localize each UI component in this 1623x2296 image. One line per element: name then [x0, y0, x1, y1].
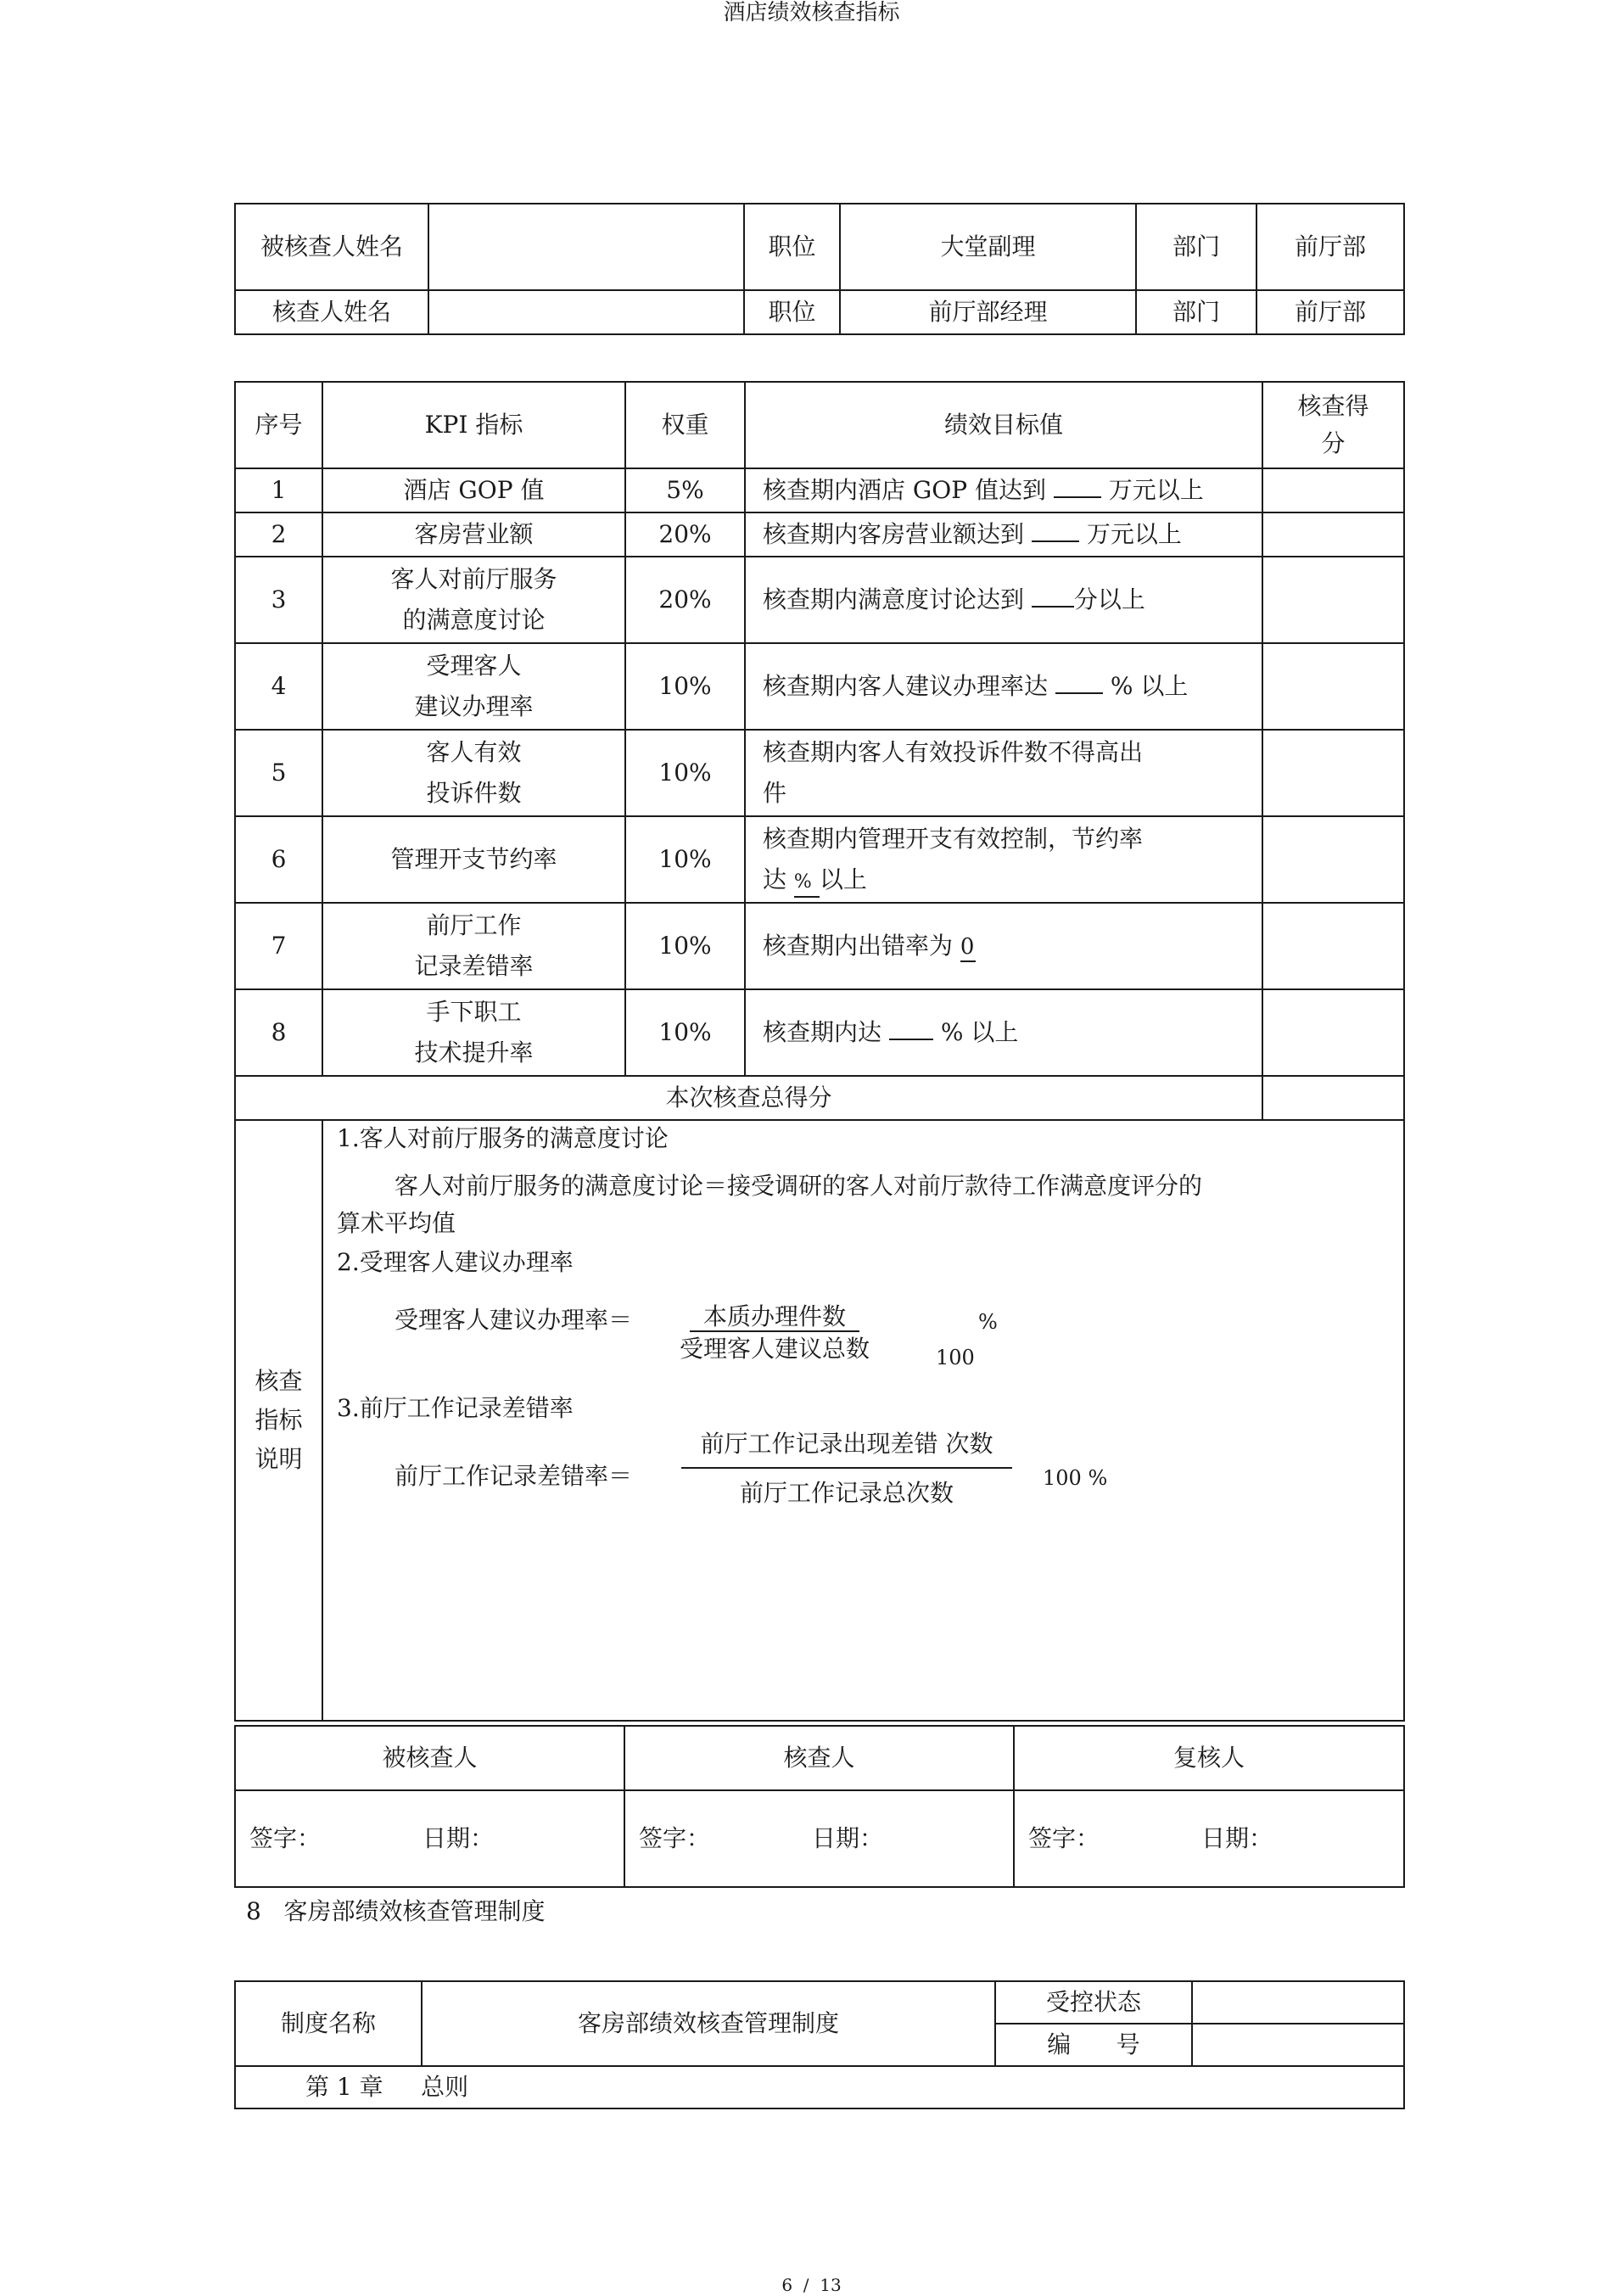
- section2-title: 2.受理客人建议办理率: [337, 1248, 574, 1276]
- section2-numerator: 本质办理件数: [702, 1302, 846, 1330]
- kpi-score[interactable]: [1262, 557, 1404, 643]
- assessor-dept-label: 部门: [1136, 290, 1256, 334]
- kpi-target: 核查期内客房营业额达到 万元以上: [745, 512, 1262, 557]
- description-row: [235, 1120, 1404, 1721]
- policy-name-value: 客房部绩效核查管理制度: [422, 1981, 995, 2066]
- kpi-row: [235, 816, 1404, 903]
- kpi-row: [235, 468, 1404, 512]
- policy-number-value[interactable]: [1192, 2024, 1404, 2066]
- header-target: 绩效目标值: [745, 382, 1262, 468]
- kpi-no: 7: [235, 903, 322, 989]
- assessor-sign-cell[interactable]: 签字： 日期：: [624, 1790, 1014, 1887]
- section1-line1: 客人对前厅服务的满意度讨论＝接受调研的客人对前厅款待工作满意度评分的: [395, 1172, 1203, 1200]
- kpi-row: [235, 643, 1404, 730]
- section2-fraction-bar: [690, 1330, 859, 1332]
- section3-lhs: 前厅工作记录差错率＝: [395, 1462, 633, 1490]
- section2-percent: %: [978, 1310, 998, 1334]
- kpi-target: 核查期内客人建议办理率达 % 以上: [745, 643, 1262, 730]
- kpi-target: 核查期内酒店 GOP 值达到 万元以上: [745, 468, 1262, 512]
- kpi-score[interactable]: [1262, 512, 1404, 557]
- section3-denominator: 前厅工作记录总次数: [739, 1479, 954, 1507]
- total-score-value[interactable]: [1262, 1076, 1404, 1120]
- kpi-name: 管理开支节约率: [322, 816, 625, 903]
- assessee-name-value[interactable]: [428, 204, 744, 290]
- kpi-no: 8: [235, 989, 322, 1076]
- signature-table: [234, 1725, 1405, 1888]
- page-number: 6 / 13: [781, 2275, 842, 2295]
- control-status-value[interactable]: [1192, 1981, 1404, 2024]
- reviewer-sign-cell[interactable]: 签字： 日期：: [1014, 1790, 1404, 1887]
- kpi-weight: 10%: [625, 816, 745, 903]
- kpi-score[interactable]: [1262, 989, 1404, 1076]
- kpi-row: [235, 512, 1404, 557]
- description-label: 核查 指标 说明: [235, 1120, 322, 1721]
- kpi-no: 3: [235, 557, 322, 643]
- header-no: 序号: [235, 382, 322, 468]
- assessor-position-value: 前厅部经理: [840, 290, 1136, 334]
- header-score: 核查得分: [1262, 382, 1404, 468]
- kpi-row: [235, 989, 1404, 1076]
- kpi-weight: 20%: [625, 512, 745, 557]
- personnel-info-table: [234, 203, 1405, 335]
- kpi-weight: 10%: [625, 730, 745, 816]
- kpi-score[interactable]: [1262, 643, 1404, 730]
- total-score-label: 本次核查总得分: [235, 1076, 1262, 1120]
- kpi-no: 5: [235, 730, 322, 816]
- header-weight: 权重: [625, 382, 745, 468]
- assessee-dept-label: 部门: [1136, 204, 1256, 290]
- kpi-name: 客人对前厅服务 的满意度讨论: [322, 557, 625, 643]
- kpi-name: 酒店 GOP 值: [322, 468, 625, 512]
- kpi-table: [234, 381, 1405, 1722]
- kpi-name: 受理客人 建议办理率: [322, 643, 625, 730]
- kpi-score[interactable]: [1262, 730, 1404, 816]
- assessor-name-label: 核查人姓名: [235, 290, 428, 334]
- chapter-heading: 第 1 章 总则: [235, 2066, 1404, 2108]
- kpi-no: 2: [235, 512, 322, 557]
- section3-numerator: 前厅工作记录出现差错 次数: [700, 1430, 993, 1458]
- policy-number-label: 编 号: [995, 2024, 1192, 2066]
- kpi-header-row: [235, 382, 1404, 468]
- assessee-name-label: 被核查人姓名: [235, 204, 428, 290]
- assessee-dept-value: 前厅部: [1256, 204, 1404, 290]
- kpi-no: 1: [235, 468, 322, 512]
- page-header-title: 酒店绩效核查指标: [723, 0, 900, 25]
- header-kpi: KPI 指标: [322, 382, 625, 468]
- control-status-label: 受控状态: [995, 1981, 1192, 2024]
- kpi-score[interactable]: [1262, 903, 1404, 989]
- kpi-name: 手下职工 技术提升率: [322, 989, 625, 1076]
- assessee-sign-cell[interactable]: 签字： 日期：: [235, 1790, 624, 1887]
- reviewer-header: 复核人: [1014, 1726, 1404, 1790]
- kpi-weight: 10%: [625, 989, 745, 1076]
- section3-fraction-bar: [681, 1467, 1012, 1469]
- kpi-weight: 10%: [625, 903, 745, 989]
- kpi-target: 核查期内满意度讨论达到 分以上: [745, 557, 1262, 643]
- section3-title: 3.前厅工作记录差错率: [337, 1394, 574, 1422]
- kpi-score[interactable]: [1262, 468, 1404, 512]
- kpi-target: 核查期内出错率为 0: [745, 903, 1262, 989]
- description-content: [322, 1120, 1404, 1721]
- section2-lhs: 受理客人建议办理率＝: [395, 1306, 633, 1334]
- section2-hundred: 100: [936, 1346, 975, 1369]
- kpi-weight: 20%: [625, 557, 745, 643]
- kpi-name: 客人有效 投诉件数: [322, 730, 625, 816]
- kpi-weight: 5%: [625, 468, 745, 512]
- kpi-name: 客房营业额: [322, 512, 625, 557]
- kpi-row: [235, 730, 1404, 816]
- assessor-name-value[interactable]: [428, 290, 744, 334]
- assessee-position-value: 大堂副理: [840, 204, 1136, 290]
- kpi-score[interactable]: [1262, 816, 1404, 903]
- section3-hundred-percent: 100 %: [1043, 1466, 1108, 1490]
- section1-title: 1.客人对前厅服务的满意度讨论: [337, 1124, 669, 1152]
- kpi-name: 前厅工作 记录差错率: [322, 903, 625, 989]
- kpi-no: 6: [235, 816, 322, 903]
- assessor-position-label: 职位: [744, 290, 840, 334]
- policy-name-label: 制度名称: [235, 1981, 422, 2066]
- assessee-position-label: 职位: [744, 204, 840, 290]
- kpi-row: [235, 903, 1404, 989]
- assessor-header: 核查人: [624, 1726, 1014, 1790]
- policy-table: [234, 1980, 1405, 2109]
- kpi-row: [235, 557, 1404, 643]
- total-row: [235, 1076, 1404, 1120]
- section-heading: 8 客房部绩效核查管理制度: [246, 1897, 546, 1925]
- assessor-dept-value: 前厅部: [1256, 290, 1404, 334]
- section2-denominator: 受理客人建议总数: [679, 1335, 870, 1363]
- kpi-weight: 10%: [625, 643, 745, 730]
- section1-line2: 算术平均值: [337, 1209, 456, 1237]
- description-body: [323, 1121, 1403, 1720]
- kpi-no: 4: [235, 643, 322, 730]
- kpi-target: 核查期内管理开支有效控制，节约率 达 % 以上: [745, 816, 1262, 903]
- kpi-target: 核查期内达 % 以上: [745, 989, 1262, 1076]
- kpi-target: 核查期内客人有效投诉件数不得高出 件: [745, 730, 1262, 816]
- assessee-header: 被核查人: [235, 1726, 624, 1790]
